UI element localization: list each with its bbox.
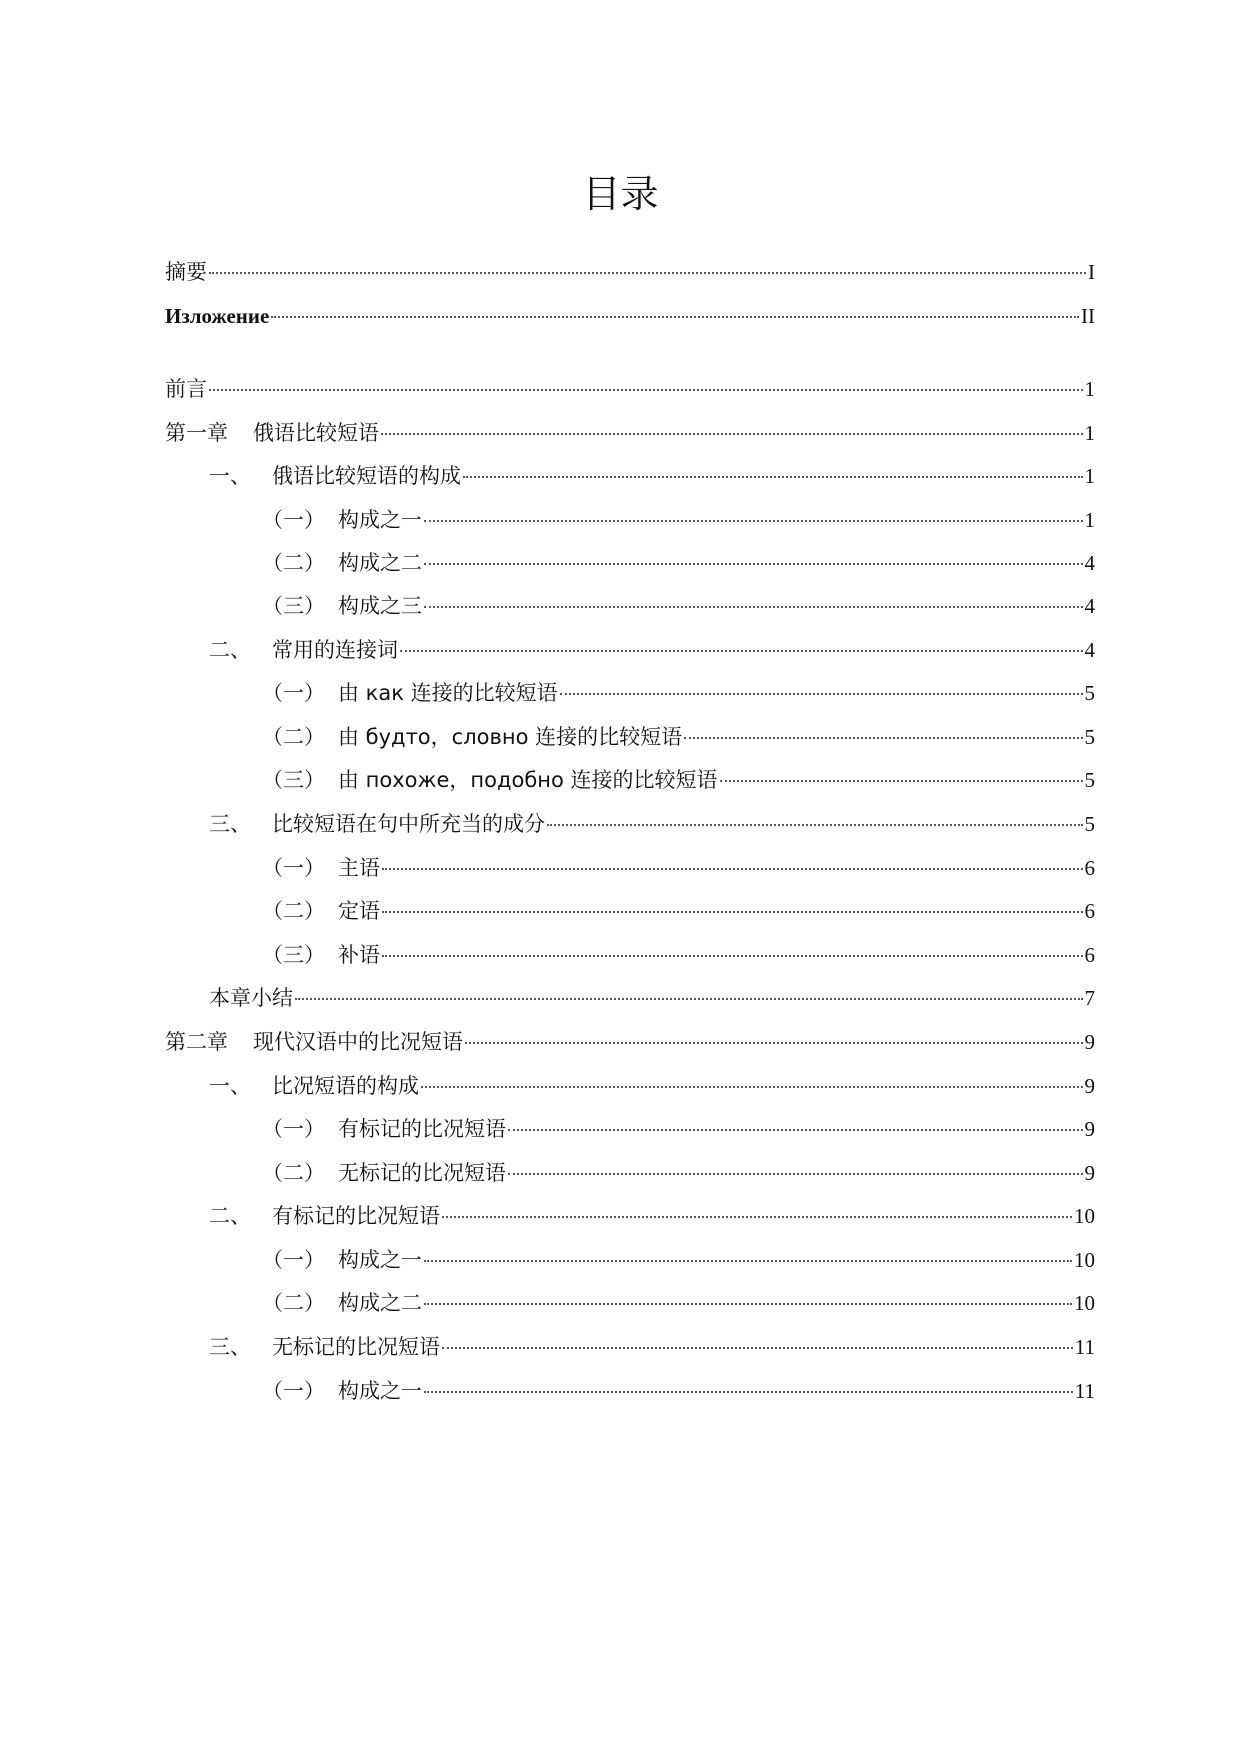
toc-entry-label: 有标记的比况短语 xyxy=(272,1204,440,1228)
toc-entry-number: （二） xyxy=(262,1291,325,1315)
toc-page-number: 1 xyxy=(1084,508,1095,532)
toc-entry-1-1-1[interactable] xyxy=(262,503,1095,537)
toc-page-number: 9 xyxy=(1084,1117,1095,1141)
dot-leader xyxy=(442,1347,1073,1349)
toc-page-number: I xyxy=(1088,260,1095,284)
toc-entry-label: 无标记的比况短语 xyxy=(272,1335,440,1359)
toc-entry-label: 构成之一 xyxy=(338,1379,422,1403)
toc-entry-number: 一、 xyxy=(209,1074,251,1098)
dot-leader xyxy=(508,1129,1083,1131)
toc-entry-2-2-2[interactable] xyxy=(262,1286,1095,1320)
toc-entry-russian-abstract[interactable] xyxy=(165,299,1095,333)
toc-entry-label: 构成之三 xyxy=(338,594,422,618)
toc-entry-1-3-3[interactable] xyxy=(262,938,1095,972)
toc-entry-number: （二） xyxy=(262,725,325,749)
toc-entry-1-2-2[interactable] xyxy=(262,720,1095,754)
toc-entry-number: （三） xyxy=(262,594,325,618)
toc-page-number: 1 xyxy=(1084,464,1095,488)
toc-entry-label: 构成之二 xyxy=(338,551,422,575)
dot-leader xyxy=(381,433,1083,435)
toc-entry-label: 主语 xyxy=(338,856,380,880)
toc-entry-label: 有标记的比况短语 xyxy=(338,1117,506,1141)
dot-leader xyxy=(271,316,1079,318)
dot-leader xyxy=(209,272,1086,274)
toc-page-number: 10 xyxy=(1074,1204,1095,1228)
toc-entry-number: （三） xyxy=(262,768,325,792)
dot-leader xyxy=(547,824,1083,826)
toc-entry-label: 现代汉语中的比况短语 xyxy=(253,1030,463,1054)
toc-entry-1-1-3[interactable] xyxy=(262,589,1095,623)
toc-entry-number: （二） xyxy=(262,551,325,575)
toc-page-number: 5 xyxy=(1084,768,1095,792)
toc-page-number: 5 xyxy=(1084,812,1095,836)
toc-entry-2-2-1[interactable] xyxy=(262,1243,1095,1277)
toc-entry-label: 由 будто，словно 连接的比较短语 xyxy=(338,725,683,749)
toc-entry-number: （一） xyxy=(262,856,325,880)
toc-entry-number: 三、 xyxy=(209,1335,251,1359)
toc-entry-label: 补语 xyxy=(338,943,380,967)
toc-entry-2-1-2[interactable] xyxy=(262,1156,1095,1190)
toc-entry-label: 常用的连接词 xyxy=(272,638,398,662)
toc-entry-abstract[interactable] xyxy=(165,255,1095,289)
dot-leader xyxy=(424,520,1083,522)
toc-entry-2-3-1[interactable] xyxy=(262,1374,1095,1408)
dot-leader xyxy=(421,1086,1083,1088)
toc-entry-chapter-2[interactable] xyxy=(165,1025,1095,1059)
toc-entry-label: 本章小结 xyxy=(209,986,293,1010)
toc-page-number: 5 xyxy=(1084,681,1095,705)
toc-page-number: 5 xyxy=(1084,725,1095,749)
toc-entry-label: 无标记的比况短语 xyxy=(338,1161,506,1185)
toc-entry-number: （一） xyxy=(262,1248,325,1272)
toc-page-number: 4 xyxy=(1084,638,1095,662)
dot-leader xyxy=(382,868,1083,870)
toc-entry-label: 俄语比较短语的构成 xyxy=(272,464,461,488)
dot-leader xyxy=(424,1391,1073,1393)
toc-entry-preface[interactable] xyxy=(165,372,1095,406)
toc-page-number: 10 xyxy=(1074,1248,1095,1272)
toc-page-number: 9 xyxy=(1084,1074,1095,1098)
toc-page-number: 10 xyxy=(1074,1291,1095,1315)
toc-entry-number: （二） xyxy=(262,1161,325,1185)
toc-page-number: 1 xyxy=(1084,421,1095,445)
table-of-contents xyxy=(165,0,1095,1754)
toc-entry-number: 一、 xyxy=(209,464,251,488)
toc-entry-label: 前言 xyxy=(165,377,207,401)
toc-entry-label: 比况短语的构成 xyxy=(272,1074,419,1098)
toc-page-number: 4 xyxy=(1084,551,1095,575)
toc-page-number: 7 xyxy=(1084,986,1095,1010)
toc-entry-2-2[interactable] xyxy=(209,1199,1095,1233)
toc-entry-label: Изложение xyxy=(165,304,270,328)
toc-entry-label: 俄语比较短语 xyxy=(253,421,379,445)
toc-entry-chapter-1-summary[interactable] xyxy=(209,981,1095,1015)
toc-entry-number: 第一章 xyxy=(165,421,228,445)
toc-entry-number: 三、 xyxy=(209,812,251,836)
toc-entry-1-1-2[interactable] xyxy=(262,546,1095,580)
toc-entry-number: 二、 xyxy=(209,1204,251,1228)
dot-leader xyxy=(424,563,1083,565)
toc-entry-number: （一） xyxy=(262,1379,325,1403)
toc-entry-label: 比较短语在句中所充当的成分 xyxy=(272,812,545,836)
toc-page-number: II xyxy=(1081,304,1095,328)
toc-page-number: 1 xyxy=(1084,377,1095,401)
toc-entry-label: 由 как 连接的比较短语 xyxy=(338,681,558,705)
toc-page-number: 11 xyxy=(1074,1335,1095,1359)
toc-entry-1-3[interactable] xyxy=(209,807,1095,841)
dot-leader xyxy=(382,911,1083,913)
toc-page-number: 9 xyxy=(1084,1030,1095,1054)
dot-leader xyxy=(463,476,1083,478)
toc-entry-label: 定语 xyxy=(338,899,380,923)
dot-leader xyxy=(560,693,1083,695)
toc-entry-1-1[interactable] xyxy=(209,459,1095,493)
toc-page-number: 6 xyxy=(1084,856,1095,880)
toc-entry-2-1-1[interactable] xyxy=(262,1112,1095,1146)
dot-leader xyxy=(508,1173,1083,1175)
toc-page-number: 6 xyxy=(1084,899,1095,923)
toc-page-number: 9 xyxy=(1084,1161,1095,1185)
toc-entry-1-2[interactable] xyxy=(209,633,1095,667)
toc-entry-number: （一） xyxy=(262,1117,325,1141)
toc-entry-number: （一） xyxy=(262,508,325,532)
toc-page-number: 11 xyxy=(1074,1379,1095,1403)
toc-entry-1-2-3[interactable] xyxy=(262,763,1095,797)
toc-entry-number: 第二章 xyxy=(165,1030,228,1054)
toc-entry-1-2-1[interactable] xyxy=(262,676,1095,710)
toc-entry-chapter-1[interactable] xyxy=(165,416,1095,450)
dot-leader xyxy=(424,1260,1072,1262)
toc-entry-number: （二） xyxy=(262,899,325,923)
toc-entry-label: 构成之一 xyxy=(338,508,422,532)
toc-entry-label: 构成之二 xyxy=(338,1291,422,1315)
toc-entry-2-1[interactable] xyxy=(209,1069,1095,1103)
toc-entry-label: 由 похоже，подобно 连接的比较短语 xyxy=(338,768,718,792)
toc-entry-number: （三） xyxy=(262,943,325,967)
dot-leader xyxy=(295,998,1083,1000)
toc-entry-label: 构成之一 xyxy=(338,1248,422,1272)
toc-entry-2-3[interactable] xyxy=(209,1330,1095,1364)
dot-leader xyxy=(684,737,1082,739)
toc-entry-number: 二、 xyxy=(209,638,251,662)
toc-entry-number: （一） xyxy=(262,681,325,705)
dot-leader xyxy=(465,1042,1083,1044)
dot-leader xyxy=(442,1216,1072,1218)
toc-page-number: 6 xyxy=(1084,943,1095,967)
page-title: 目录 xyxy=(582,172,659,216)
toc-page-number: 4 xyxy=(1084,594,1095,618)
dot-leader xyxy=(382,955,1083,957)
toc-entry-label: 摘要 xyxy=(165,260,207,284)
dot-leader xyxy=(400,650,1083,652)
dot-leader xyxy=(720,780,1083,782)
toc-entry-1-3-1[interactable] xyxy=(262,851,1095,885)
dot-leader xyxy=(209,389,1083,391)
dot-leader xyxy=(424,1303,1072,1305)
toc-entry-1-3-2[interactable] xyxy=(262,894,1095,928)
dot-leader xyxy=(424,606,1083,608)
